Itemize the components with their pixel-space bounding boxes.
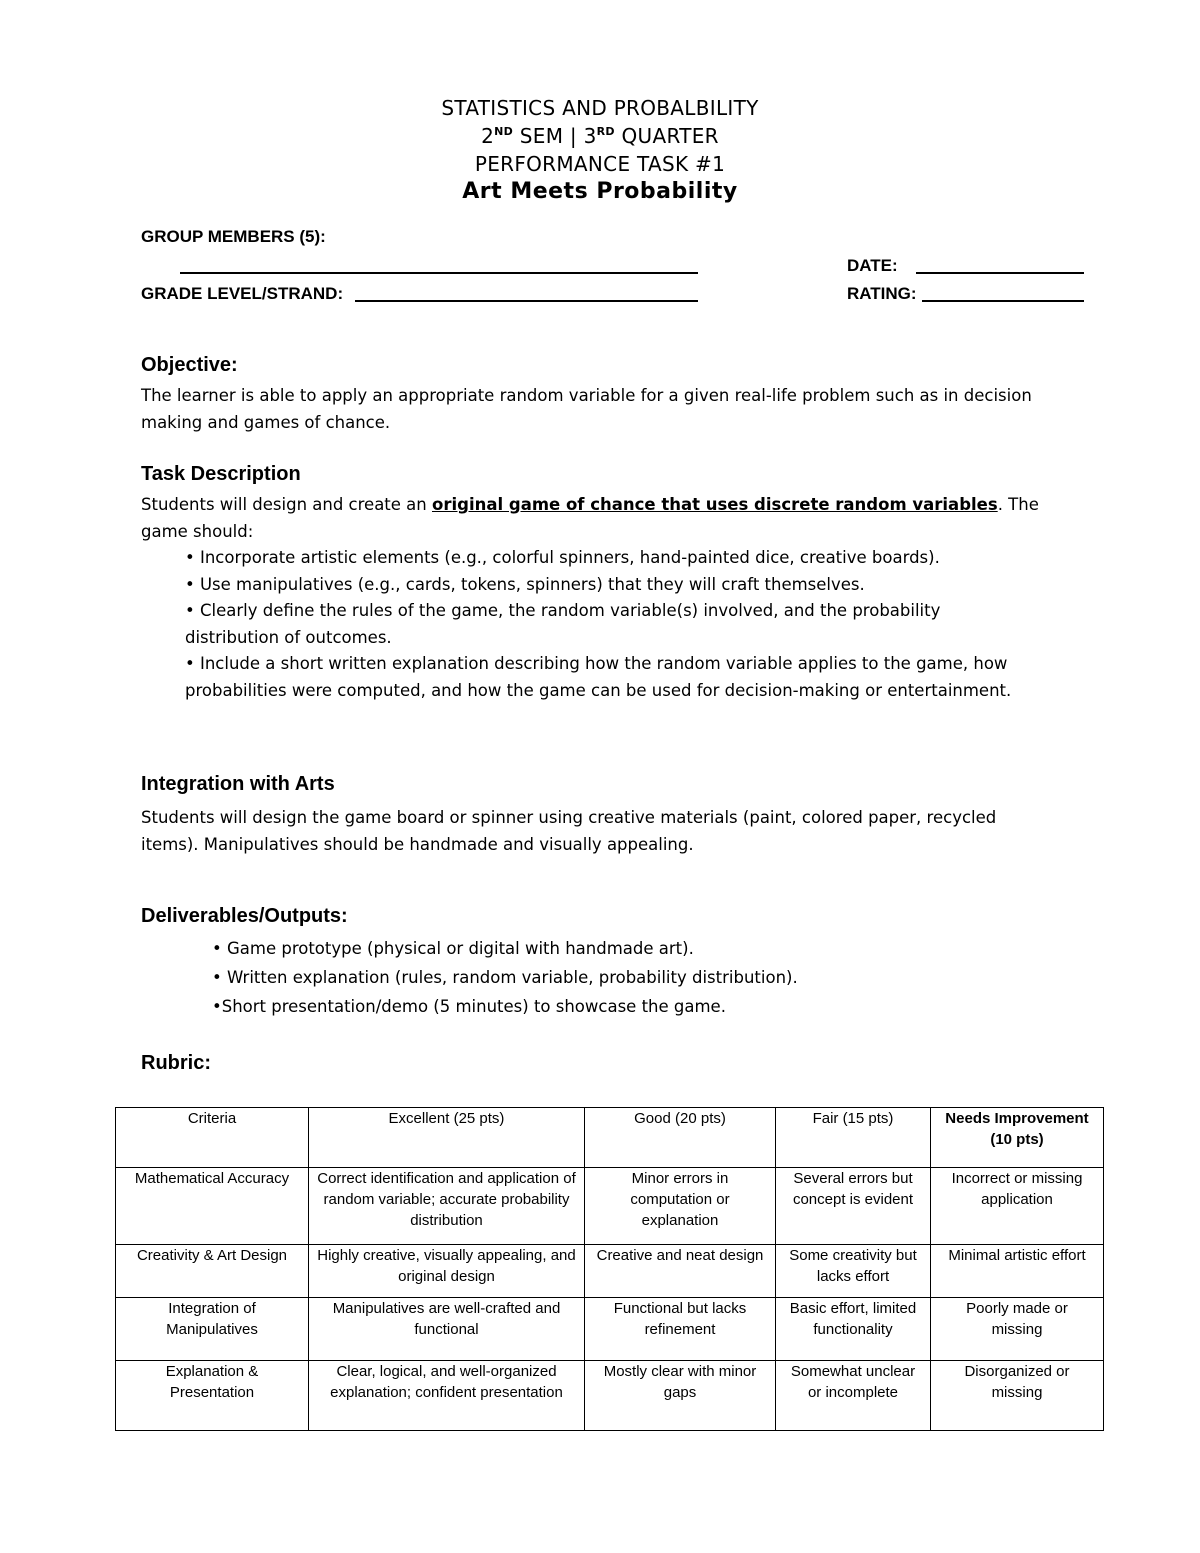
- task-intro: Students will design and create an original game of chance that uses discrete random variables. The game should:: [141, 495, 1039, 541]
- table-cell: Highly creative, visually appealing, and original design: [309, 1245, 585, 1298]
- group-members-line[interactable]: [180, 272, 698, 274]
- objective-text: The learner is able to apply an appropriate random variable for a given real-life problem such as in decision making and games of chance.: [141, 386, 1032, 432]
- date-label: DATE:: [847, 256, 898, 275]
- table-row: [116, 1168, 1104, 1245]
- table-row: [116, 1298, 1104, 1361]
- table-cell: Mostly clear with minor gaps: [585, 1361, 776, 1431]
- table-cell: Clear, logical, and well-organized explanation; confident presentation: [309, 1361, 585, 1431]
- grade-level-line[interactable]: [355, 300, 698, 302]
- date-line[interactable]: [916, 272, 1084, 274]
- header-excellent: Excellent (25 pts): [309, 1108, 585, 1168]
- table-cell: Somewhat unclear or incomplete: [776, 1361, 931, 1431]
- table-cell: Several errors but concept is evident: [776, 1168, 931, 1245]
- header-good: Good (20 pts): [585, 1108, 776, 1168]
- page-title: Art Meets Probability: [462, 179, 738, 204]
- table-row: [116, 1361, 1104, 1431]
- task-bullet: • Include a short written explanation describing how the random variable applies to the game, how probabilities were computed, and how the game can be used for decision-making or entertainment.: [185, 654, 1012, 700]
- table-row: [116, 1245, 1104, 1298]
- performance-task-label: PERFORMANCE TASK #1: [474, 152, 726, 176]
- table-cell: Some creativity but lacks effort: [776, 1245, 931, 1298]
- header-fair: Fair (15 pts): [776, 1108, 931, 1168]
- rubric-table: [115, 1107, 1104, 1431]
- table-cell: Basic effort, limited functionality: [776, 1298, 931, 1361]
- table-cell: Incorrect or missing application: [931, 1168, 1104, 1245]
- rubric-heading: Rubric:: [141, 1052, 211, 1074]
- table-cell: Disorganized or missing: [931, 1361, 1104, 1431]
- table-cell: Manipulatives are well-crafted and functional: [309, 1298, 585, 1361]
- subject-title: STATISTICS AND PROBALBILITY: [441, 96, 759, 120]
- table-header-row: [116, 1108, 1104, 1168]
- grade-level-label: GRADE LEVEL/STRAND:: [141, 284, 344, 303]
- rating-line[interactable]: [922, 300, 1084, 302]
- header-criteria: Criteria: [116, 1108, 309, 1168]
- table-cell: Minimal artistic effort: [931, 1245, 1104, 1298]
- task-bullet: • Clearly define the rules of the game, the random variable(s) involved, and the probability distribution of outcomes.: [185, 601, 941, 647]
- rating-label: RATING:: [847, 284, 917, 303]
- arts-text: Students will design the game board or spinner using creative materials (paint, colored paper, recycled items). Manipulatives should be handmade and visually appealing.: [141, 808, 997, 854]
- task-bullet: • Use manipulatives (e.g., cards, tokens, spinners) that they will craft themselves.: [185, 575, 865, 594]
- table-cell: Minor errors in computation or explanation: [585, 1168, 776, 1245]
- table-cell: Functional but lacks refinement: [585, 1298, 776, 1361]
- task-bullet: • Incorporate artistic elements (e.g., colorful spinners, hand-painted dice, creative boards).: [185, 548, 940, 567]
- deliverables-heading: Deliverables/Outputs:: [141, 905, 348, 927]
- table-cell: Correct identification and application of random variable; accurate probability distribution: [309, 1168, 585, 1245]
- table-cell: Creative and neat design: [585, 1245, 776, 1298]
- deliverable-item: • Written explanation (rules, random variable, probability distribution).: [212, 968, 798, 987]
- arts-heading: Integration with Arts: [141, 773, 335, 795]
- table-cell: Explanation & Presentation: [116, 1361, 309, 1431]
- task-heading: Task Description: [141, 463, 301, 485]
- table-cell: Poorly made or missing: [931, 1298, 1104, 1361]
- deliverable-item: •Short presentation/demo (5 minutes) to showcase the game.: [212, 997, 726, 1016]
- header-needs-improvement: Needs Improvement (10 pts): [931, 1108, 1104, 1168]
- group-members-label: GROUP MEMBERS (5):: [141, 227, 326, 246]
- objective-heading: Objective:: [141, 354, 238, 376]
- table-cell: Creativity & Art Design: [116, 1245, 309, 1298]
- table-cell: Integration of Manipulatives: [116, 1298, 309, 1361]
- task-emphasis: original game of chance that uses discrete random variables: [432, 495, 998, 514]
- table-cell: Mathematical Accuracy: [116, 1168, 309, 1245]
- deliverable-item: • Game prototype (physical or digital with handmade art).: [212, 939, 694, 958]
- semester-quarter: 2ND SEM | 3RD QUARTER: [481, 124, 719, 148]
